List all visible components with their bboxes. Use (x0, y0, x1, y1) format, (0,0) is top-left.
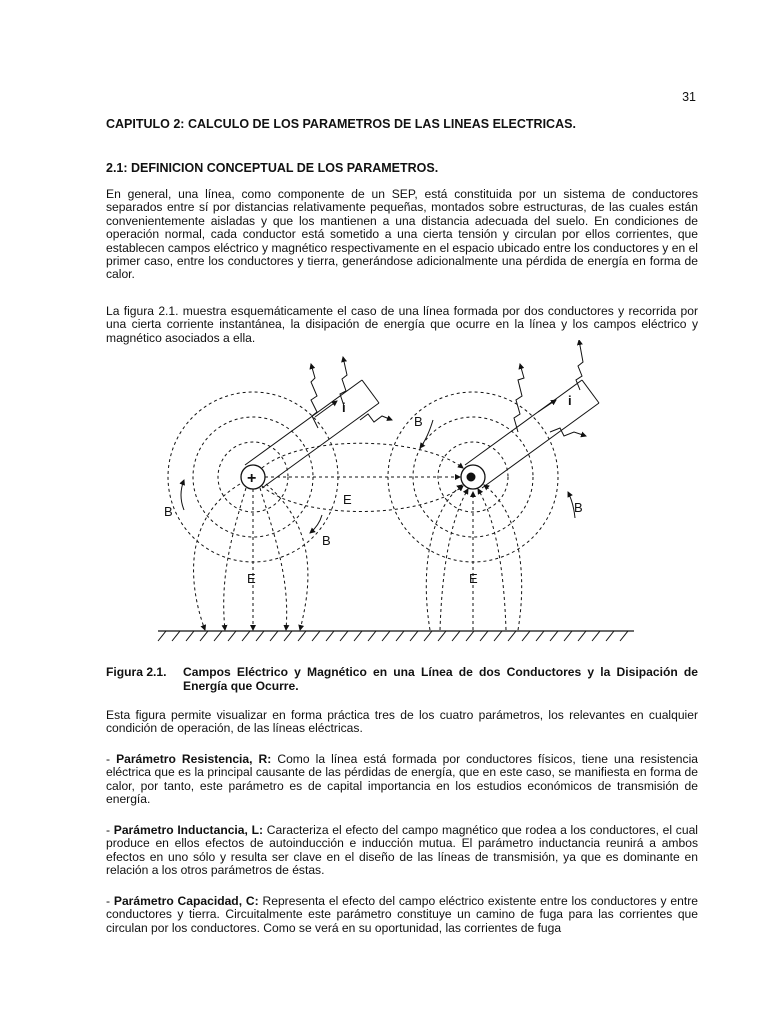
b-label-4: B (574, 500, 583, 515)
paragraph-parameters: Esta figura permite visualizar en forma práctica tres de los cuatro parámetros, los relevantes en cualquier condición de operación, de las líneas eléctricas. (106, 708, 698, 736)
resistance-text: Como la línea está formada por conductores físicos, tiene una resistencia eléctrica que es la principal causante de las pérdidas de energía, que en este caso, se manifiesta en forma de calor, por tanto, este parámetro es de capital importancia en los estudios económicos de transmisión de energía. (106, 752, 698, 807)
caption-label: Figura 2.1. (106, 665, 167, 679)
e-label-mid: E (343, 492, 352, 507)
current-label-right: i (568, 393, 572, 408)
inductance-label: Parámetro Inductancia, L: (113, 823, 264, 837)
paragraph-capacitance (106, 895, 698, 935)
paragraph-inductance (106, 824, 698, 878)
capacitance-text: Representa el efecto del campo eléctrico existente entre los conductores y entre conductores y tierra. Circuitalmente este parámetro constituye un camino de fuga para las corrientes que circulan por los conductores. Como se verá en su oportunidad, las corrientes de fuga (106, 894, 698, 935)
paragraph-intro: En general, una línea, como componente de un SEP, está constituida por un sistema de conductores separados entre sí por distancias relativamente pequeñas, montados sobre estructuras, de las cuales están convenientemente aisladas y que los mantienen a una distancia adecuada del suelo. En condiciones de operación normal, cada conductor está sometido a una cierta tensión y circulan por ellos corrientes, que establecen campos eléctrico y magnético respectivamente en el espacio ubicado entre los conductores y en el primer caso, entre los conductores y tierra, generándose adicionalmente una pérdida de energía en forma de calor. (106, 187, 698, 282)
list-dash: - (106, 894, 114, 908)
b-label-1: B (164, 504, 173, 519)
page-number: 31 (682, 90, 696, 104)
figure-2-1 (150, 340, 640, 650)
resistance-label: Parámetro Resistencia, R: (116, 752, 272, 766)
list-dash: - (106, 752, 117, 766)
caption-text: Campos Eléctrico y Magnético en una Línea de dos Conductores y la Disipación de Energía que Ocurre. (183, 665, 698, 693)
left-conductor (241, 380, 379, 489)
inductance-text: Caracteriza el efecto del campo magnético que rodea a los conductores, el cual produce en ellos efectos de autoinducción e inducción mutua. El parámetro inductancia reunirá a ambos efectos en uno sólo y resulta ser clave en el diseño de las líneas de transmisión, ya que es dominante en relación a los otros parámetros de éstas. (106, 823, 698, 878)
plus-sign: + (247, 470, 257, 487)
heat-arrows-left (311, 357, 392, 428)
section-title: 2.1: DEFINICION CONCEPTUAL DE LOS PARAMETROS. (106, 161, 439, 175)
list-dash: - (106, 823, 114, 837)
paragraph-resistance (106, 753, 698, 807)
b-label-3: B (414, 414, 423, 429)
right-conductor (461, 380, 599, 489)
ground-hatch (158, 631, 628, 641)
current-label-left: i (342, 400, 346, 415)
magnetic-field-arrows (181, 420, 575, 533)
e-label-right: E (469, 571, 478, 586)
e-label-left: E (247, 571, 256, 586)
capacitance-label: Parámetro Capacidad, C: (113, 894, 259, 908)
chapter-title: CAPITULO 2: CALCULO DE LOS PARAMETROS DE LAS LINEAS ELECTRICAS. (106, 117, 576, 131)
paragraph-figure-ref: La figura 2.1. muestra esquemáticamente el caso de una línea formada por dos conductores y recorrida por una cierta corriente instantánea, la disipación de energía que ocurre en la línea y los campos eléctrico y magnético asociados a ella. (106, 304, 698, 345)
b-label-2: B (322, 533, 331, 548)
